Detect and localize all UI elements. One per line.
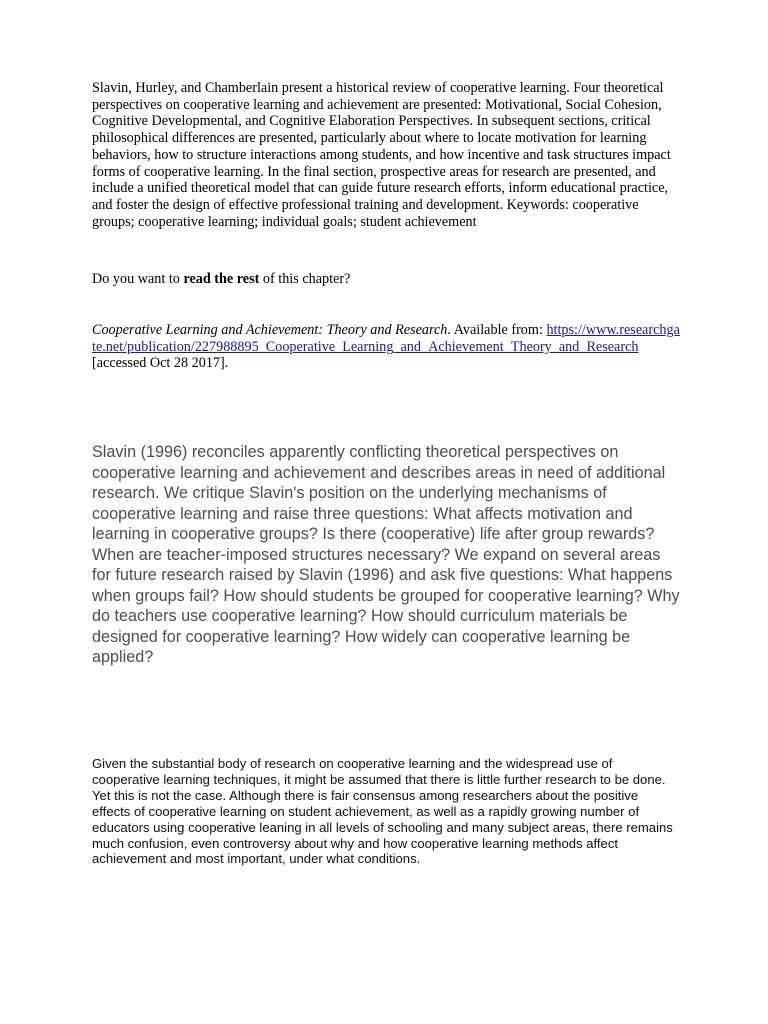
citation-available-label: . Available from: [447, 322, 547, 338]
abstract-paragraph-slavin-1996: Slavin (1996) reconciles apparently conflicting theoretical perspectives on cooperative learning and achievement and describes areas in need of additional research. We critique Slavin's position on the underlying mechanisms of cooperative learning and raise three questions: What affects motivation and learning in cooperative groups? Is there (cooperative) life after group rewards? When are teacher-imposed structures necessary? We expand on several areas for future research raised by Slavin (1996) and ask five questions: What happens when groups fail? How should students be grouped for cooperative learning? Why do teachers use cooperative learning? How should curriculum materials be designed for cooperative learning? How widely can cooperative learning be applied? [92, 443, 680, 666]
citation-paragraph [92, 322, 682, 372]
read-rest-suffix: of this chapter? [259, 271, 351, 287]
abstract-paragraph-research-body: Given the substantial body of research on cooperative learning and the widespread use of cooperative learning techniques, it might be assumed that there is little further research to be done. Yet this is not the case. Although there is fair consensus among researchers about the positive effects of cooperative learning on student achievement, as well as a rapidly growing number of educators using cooperative leaning in all levels of schooling and many subject areas, there remains much confusion, even controversy about why and how cooperative learning methods affect achievement and most important, under what conditions. [92, 756, 673, 867]
read-rest-prompt [92, 271, 682, 288]
read-the-rest-emphasis: read the rest [183, 271, 260, 287]
read-rest-prefix: Do you want to [92, 271, 184, 287]
citation-url-link[interactable]: https://www.researchgate.net/publication/227988895_Cooperative_Learning_and_Achievement_Theory_and_Research [92, 322, 680, 355]
citation-accessed-date: [accessed Oct 28 2017]. [92, 355, 229, 372]
abstract-paragraph-slavin-hurley: Slavin, Hurley, and Chamberlain present a historical review of cooperative learning. Four theoretical perspectives on cooperative learning and achievement are presented: Motivational, Social Cohesion, Cognitive Developmental, and Cognitive Elaboration Perspectives. In subsequent sections, critical philosophical differences are presented, particularly about where to locate motivation for learning behaviors, how to structure interactions among students, and how incentive and task structures impact forms of cooperative learning. In the final section, prospective areas for research are presented, and include a unified theoretical model that can guide future research efforts, inform educational practice, and foster the design of effective professional training and development. Keywords: cooperative groups; cooperative learning; individual goals; student achievement [92, 80, 671, 230]
citation-title: Cooperative Learning and Achievement: Theory and Research [92, 322, 448, 338]
